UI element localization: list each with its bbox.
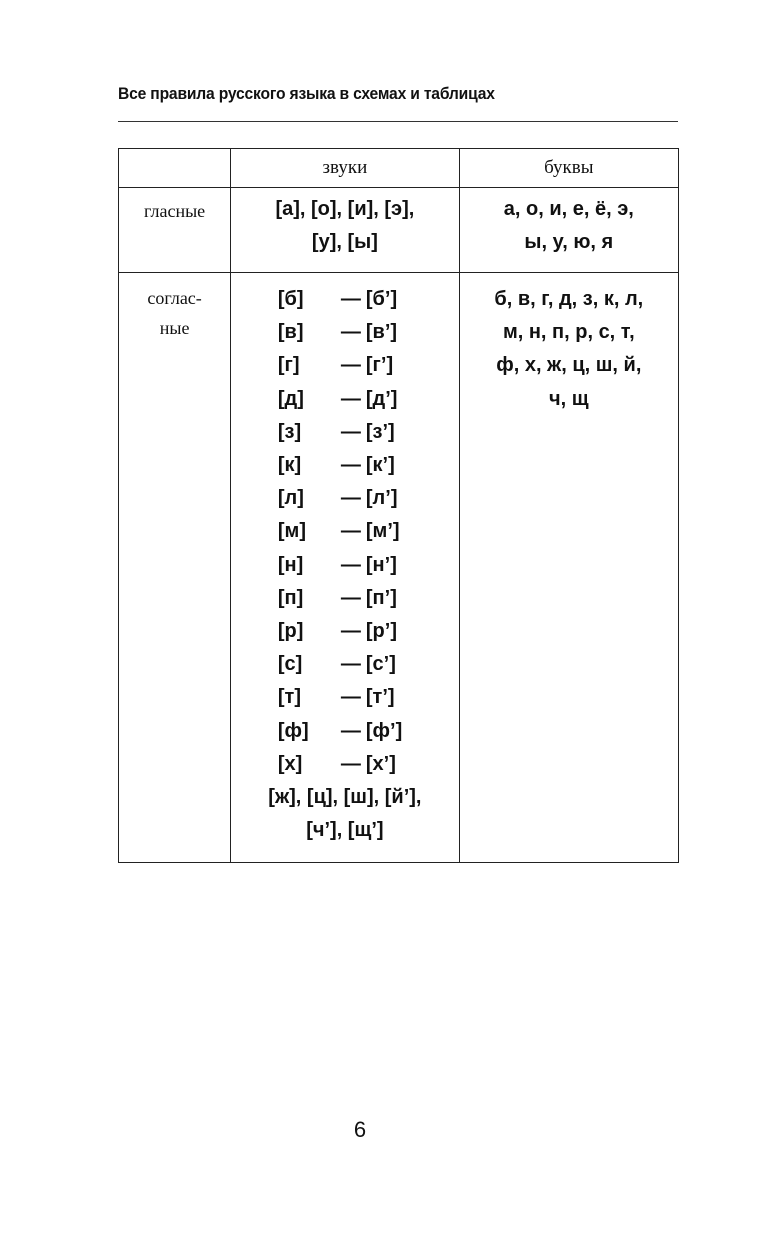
hard-sound: [с] xyxy=(277,653,303,676)
consonant-letters-line: м, н, п, р, с, т, xyxy=(502,321,635,344)
consonant-pair xyxy=(231,482,458,515)
pair-dash: — xyxy=(340,653,361,676)
consonant-pair xyxy=(231,549,458,582)
soft-sound: [п’] xyxy=(365,586,397,609)
consonant-pair xyxy=(231,449,458,482)
unpaired-sounds-line: [ч’], [щ’] xyxy=(306,819,384,842)
hard-sound: [в] xyxy=(277,321,304,344)
soft-sound: [с’] xyxy=(365,653,396,676)
hard-sound: [ф] xyxy=(277,719,309,742)
soft-sound: [к’] xyxy=(365,454,395,477)
consonant-letters-line: ф, х, ж, ц, ш, й, xyxy=(496,354,642,377)
pair-dash: — xyxy=(340,752,361,775)
pair-dash: — xyxy=(340,354,361,377)
soft-sound: [з’] xyxy=(365,420,395,443)
pair-dash: — xyxy=(340,387,361,410)
hard-sound: [н] xyxy=(277,553,304,576)
consonant-pair xyxy=(231,648,458,681)
row-label-vowels xyxy=(119,188,231,273)
soft-sound: [д’] xyxy=(365,387,398,410)
soft-sound: [б’] xyxy=(365,288,398,310)
consonant-pair xyxy=(231,748,458,781)
row-label-text: гласные xyxy=(144,201,206,221)
table-row-vowels xyxy=(119,188,679,273)
consonant-pair-list xyxy=(231,283,458,781)
soft-sound: [л’] xyxy=(365,487,398,510)
header-rule xyxy=(118,121,678,122)
header-cell-sounds: звуки xyxy=(231,149,459,188)
pair-dash: — xyxy=(340,288,361,310)
pair-dash: — xyxy=(340,520,361,543)
consonant-letters-line: б, в, г, д, з, к, л, xyxy=(494,288,644,310)
pair-dash: — xyxy=(340,321,361,344)
pair-dash: — xyxy=(340,620,361,643)
hard-sound: [г] xyxy=(277,354,300,377)
consonant-pair xyxy=(231,515,458,548)
soft-sound: [т’] xyxy=(365,686,395,709)
vowel-letters-line: ы, у, ю, я xyxy=(524,231,614,253)
consonant-pair xyxy=(231,383,458,416)
vowel-letters-cell xyxy=(459,188,678,273)
row-label-text: соглас- xyxy=(147,288,202,308)
table-row-consonants xyxy=(119,273,679,863)
table-header-row xyxy=(119,149,679,188)
pair-dash: — xyxy=(340,553,361,576)
page-number: 6 xyxy=(353,1117,367,1142)
consonant-pair xyxy=(231,615,458,648)
consonant-pair xyxy=(231,283,458,316)
hard-sound: [р] xyxy=(277,620,304,643)
running-title: Все правила русского языка в схемах и таблицах xyxy=(118,84,495,103)
consonant-sounds-cell xyxy=(231,273,459,863)
pair-dash: — xyxy=(340,719,361,742)
soft-sound: [г’] xyxy=(365,354,394,377)
soft-sound: [м’] xyxy=(365,520,400,543)
soft-sound: [р’] xyxy=(365,620,397,643)
pair-dash: — xyxy=(340,686,361,709)
vowel-sounds-cell xyxy=(231,188,459,273)
header-cell-empty xyxy=(119,149,231,188)
soft-sound: [н’] xyxy=(365,553,397,576)
vowel-letters-line: а, о, и, е, ё, э, xyxy=(503,198,634,220)
hard-sound: [л] xyxy=(277,487,304,510)
hard-sound: [з] xyxy=(277,420,302,443)
consonant-letters-cell xyxy=(459,273,678,863)
vowel-sounds-line: [у], [ы] xyxy=(311,231,378,253)
vowel-sounds-line: [а], [о], [и], [э], xyxy=(275,198,415,220)
row-label-consonants xyxy=(119,273,231,863)
hard-sound: [к] xyxy=(277,454,302,477)
pair-dash: — xyxy=(340,420,361,443)
hard-sound: [м] xyxy=(277,520,307,543)
pair-dash: — xyxy=(340,454,361,477)
soft-sound: [ф’] xyxy=(365,719,403,742)
consonant-pair xyxy=(231,316,458,349)
hard-sound: [т] xyxy=(277,686,302,709)
hard-sound: [п] xyxy=(277,586,304,609)
soft-sound: [х’] xyxy=(365,752,396,775)
pair-dash: — xyxy=(340,487,361,510)
sounds-letters-table xyxy=(118,148,679,863)
consonant-pair xyxy=(231,715,458,748)
soft-sound: [в’] xyxy=(365,321,398,344)
consonant-pair xyxy=(231,582,458,615)
hard-sound: [х] xyxy=(277,752,303,775)
pair-dash: — xyxy=(340,586,361,609)
unpaired-sounds-line: [ж], [ц], [ш], [й’], xyxy=(268,786,422,809)
hard-sound: [д] xyxy=(277,387,304,410)
consonant-pair xyxy=(231,349,458,382)
row-label-text: ные xyxy=(159,318,190,338)
consonant-pair xyxy=(231,416,458,449)
header-cell-letters: буквы xyxy=(459,149,678,188)
consonant-pair xyxy=(231,681,458,714)
consonant-letters-line: ч, щ xyxy=(548,387,589,410)
hard-sound: [б] xyxy=(277,288,304,310)
